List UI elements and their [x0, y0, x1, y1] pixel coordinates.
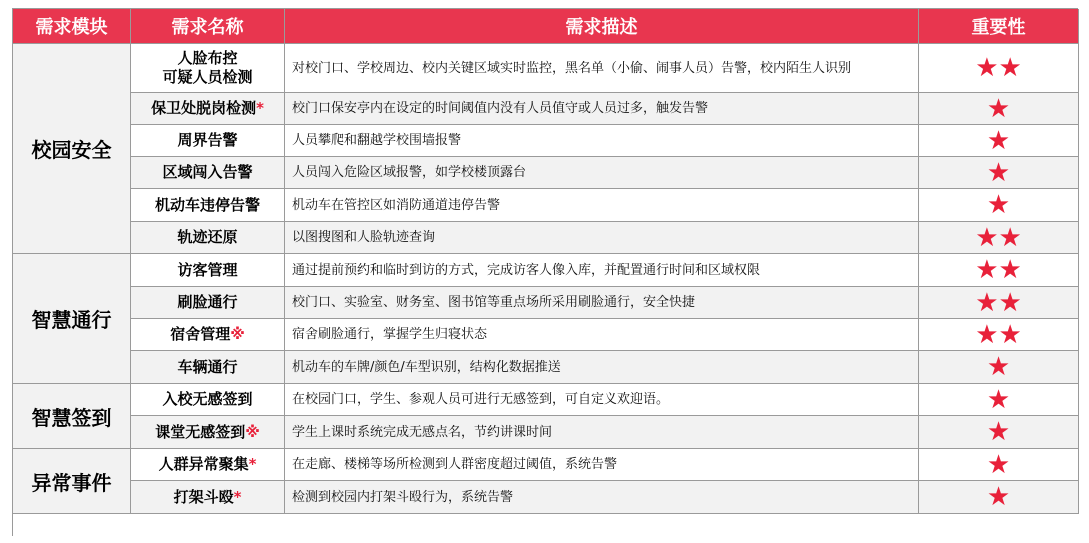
row-stars: ★★ — [919, 44, 1079, 93]
row-description: 通过提前预约和临时到访的方式，完成访客人像入库，并配置通行时间和区域权限 — [285, 254, 919, 287]
header-name: 需求名称 — [131, 9, 285, 44]
header-description: 需求描述 — [285, 9, 919, 44]
row-name: 车辆通行 — [131, 351, 285, 384]
row-stars: ★ — [919, 449, 1079, 481]
row-name: 人群异常聚集 * — [131, 449, 285, 481]
row-name: 宿舍管理 ※ — [131, 319, 285, 351]
row-name: 入校无感签到 — [131, 384, 285, 416]
row-name: 保卫处脱岗检测 * — [131, 93, 285, 125]
row-stars: ★★ — [919, 287, 1079, 319]
header-importance: 重要性 — [919, 9, 1079, 44]
row-name: 人脸布控 可疑人员检测 — [131, 44, 285, 93]
row-name: 机动车违停告警 — [131, 189, 285, 222]
row-description: 机动车的车牌/颜色/车型识别，结构化数据推送 — [285, 351, 919, 384]
row-name: 打架斗殴 * — [131, 481, 285, 514]
module-smart-access: 智慧通行 — [13, 254, 131, 384]
row-description: 检测到校园内打架斗殴行为，系统告警 — [285, 481, 919, 514]
requirements-table — [12, 8, 1078, 536]
row-description: 在走廊、楼梯等场所检测到人群密度超过阈值，系统告警 — [285, 449, 919, 481]
row-name: 区域闯入告警 — [131, 157, 285, 189]
row-stars: ★ — [919, 93, 1079, 125]
row-stars: ★ — [919, 125, 1079, 157]
row-stars: ★ — [919, 384, 1079, 416]
row-description: 以图搜图和人脸轨迹查询 — [285, 222, 919, 254]
row-stars: ★ — [919, 157, 1079, 189]
row-stars: ★ — [919, 189, 1079, 222]
row-name: 周界告警 — [131, 125, 285, 157]
row-stars: ★★ — [919, 319, 1079, 351]
row-stars: ★ — [919, 416, 1079, 449]
row-description: 在校园门口，学生、参观人员可进行无感签到，可自定义欢迎语。 — [285, 384, 919, 416]
row-name: 刷脸通行 — [131, 287, 285, 319]
row-name: 访客管理 — [131, 254, 285, 287]
row-description: 学生上课时系统完成无感点名，节约讲课时间 — [285, 416, 919, 449]
row-stars: ★ — [919, 351, 1079, 384]
row-description: 人员闯入危险区域报警，如学校楼顶露台 — [285, 157, 919, 189]
row-description: 人员攀爬和翻越学校围墙报警 — [285, 125, 919, 157]
row-stars: ★★ — [919, 254, 1079, 287]
header-module: 需求模块 — [13, 9, 131, 44]
row-description: 机动车在管控区如消防通道违停告警 — [285, 189, 919, 222]
row-stars: ★ — [919, 481, 1079, 514]
row-description: 校门口、实验室、财务室、图书馆等重点场所采用刷脸通行，安全快捷 — [285, 287, 919, 319]
row-description: 宿舍刷脸通行，掌握学生归寝状态 — [285, 319, 919, 351]
row-name: 轨迹还原 — [131, 222, 285, 254]
module-smart-checkin: 智慧签到 — [13, 384, 131, 449]
module-abnormal-events: 异常事件 — [13, 449, 131, 514]
row-name: 课堂无感签到 ※ — [131, 416, 285, 449]
row-description: 对校门口、学校周边、校内关键区域实时监控，黑名单（小偷、闹事人员）告警，校内陌生人识别 — [285, 44, 919, 93]
row-description: 校门口保安亭内在设定的时间阈值内没有人员值守或人员过多，触发告警 — [285, 93, 919, 125]
row-stars: ★★ — [919, 222, 1079, 254]
module-campus-security: 校园安全 — [13, 44, 131, 254]
